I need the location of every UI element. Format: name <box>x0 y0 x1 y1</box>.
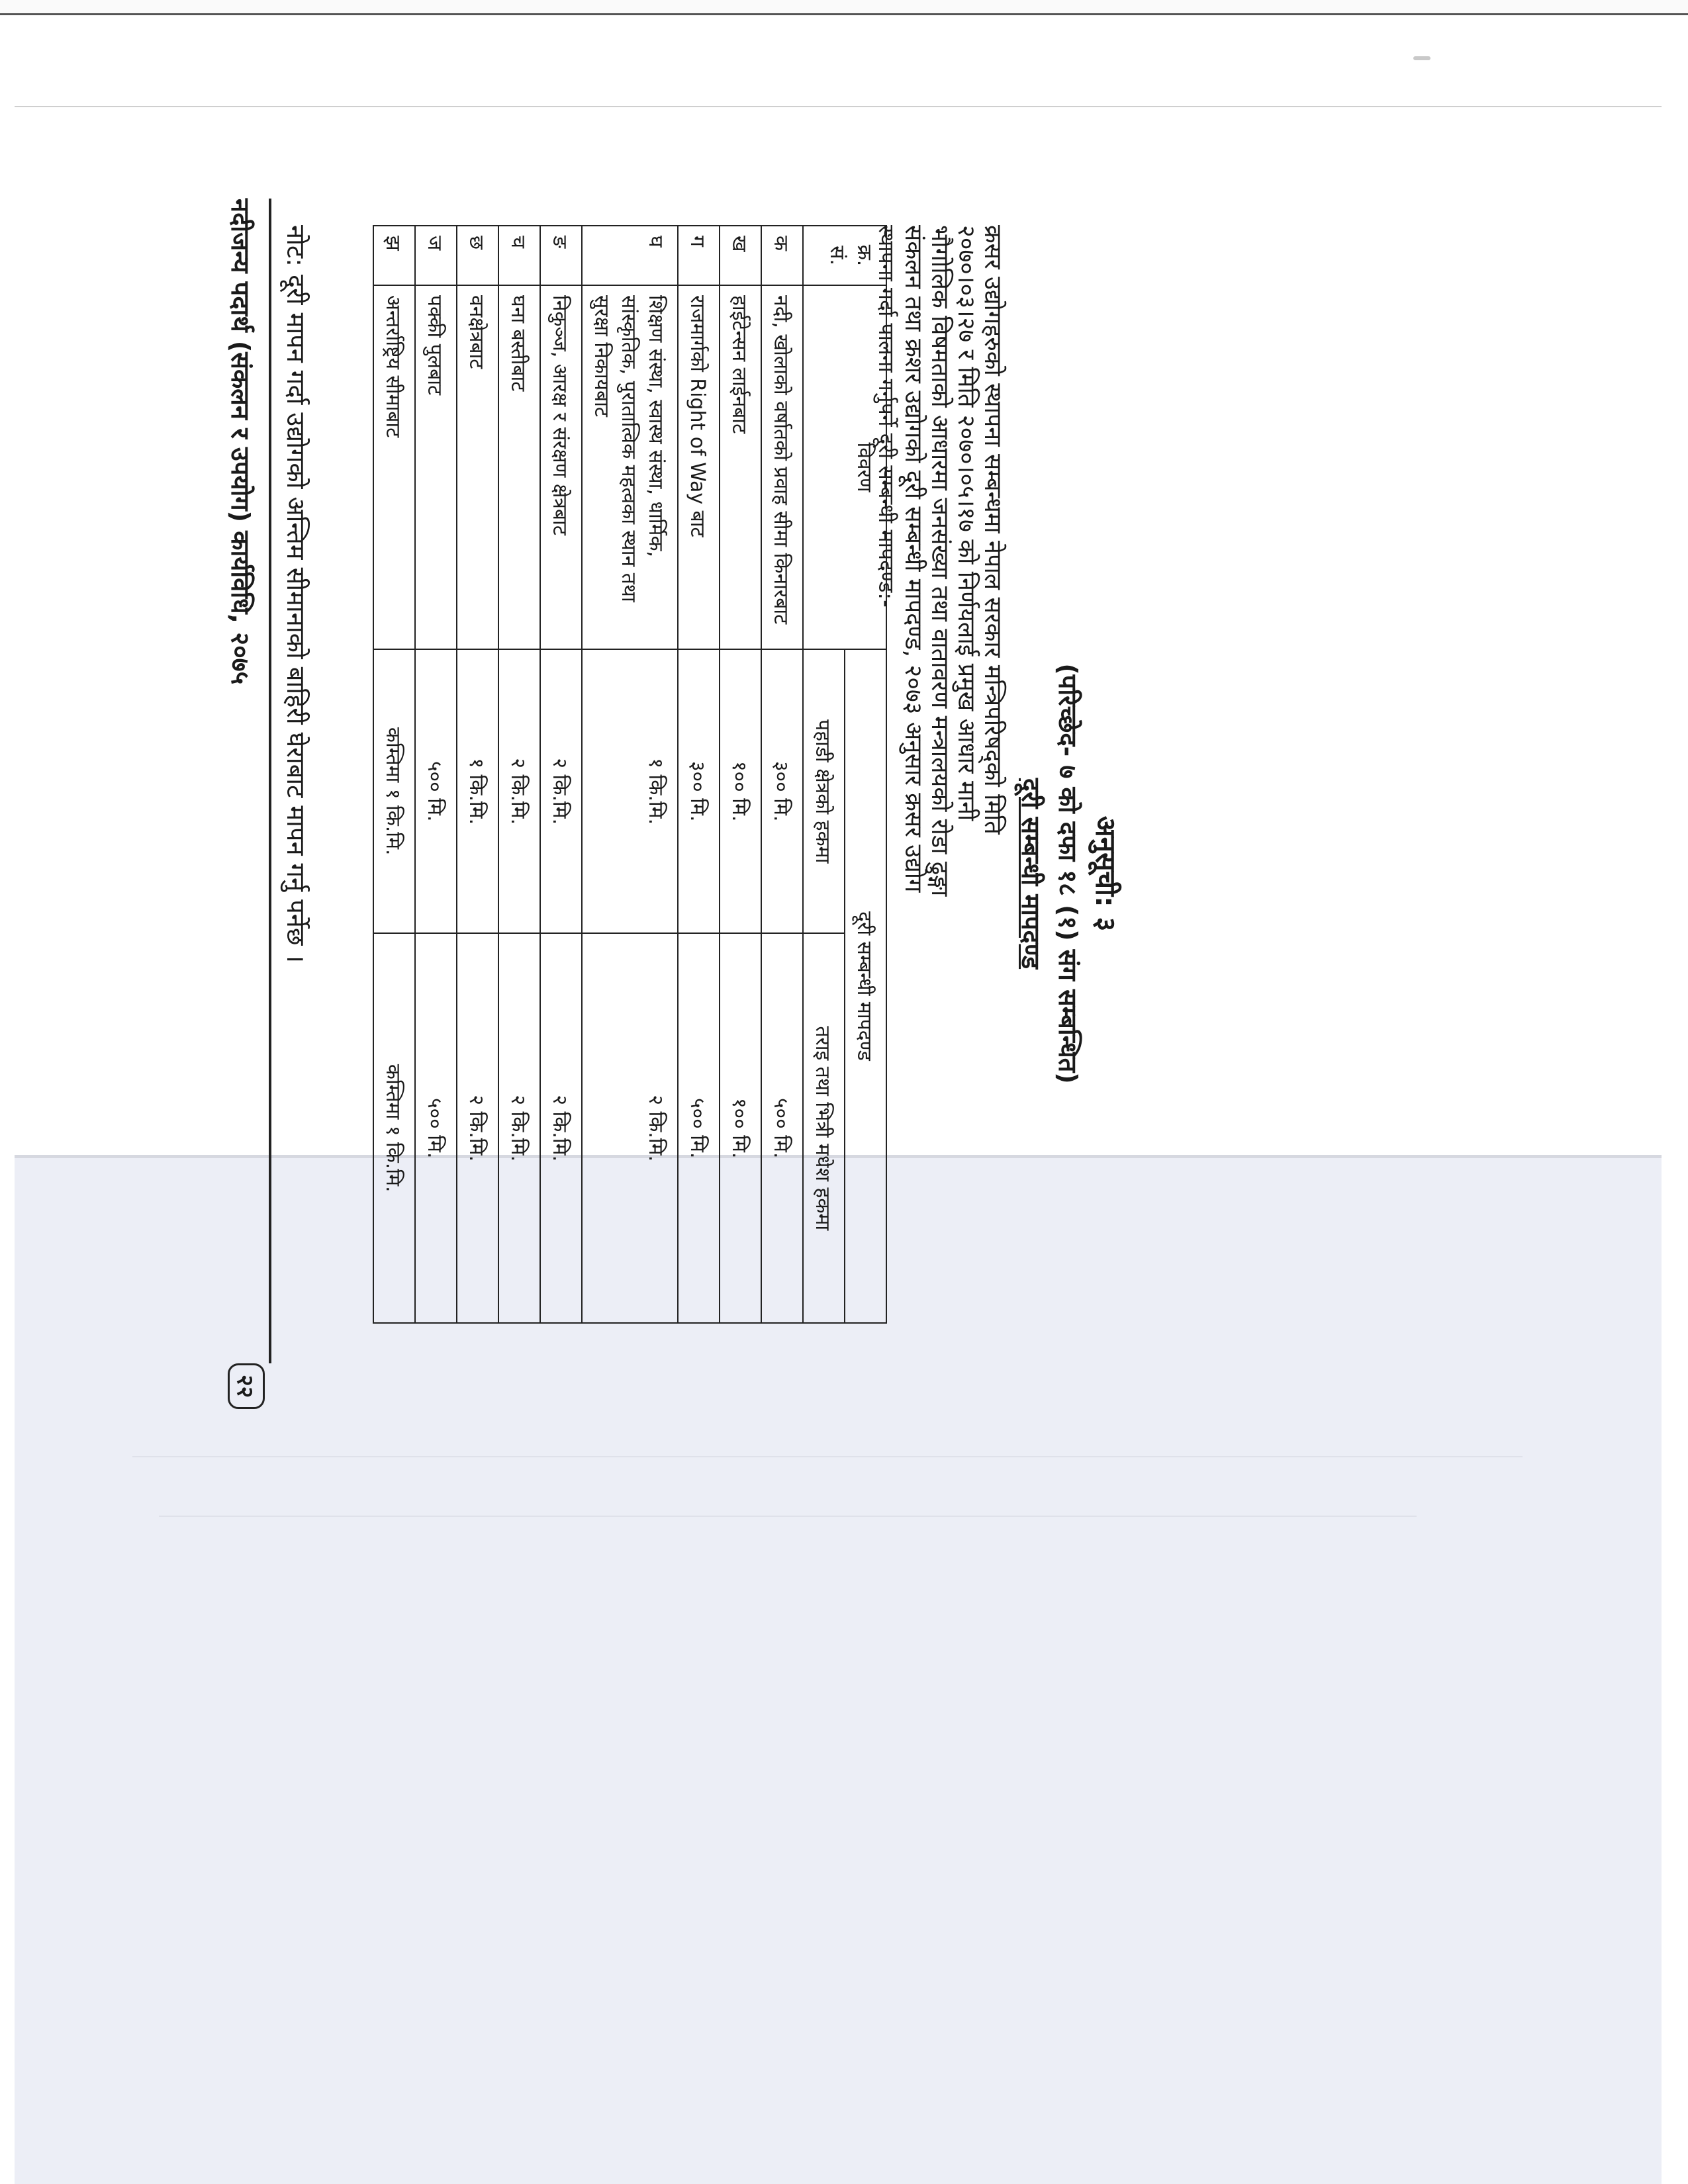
table-row <box>457 226 498 1323</box>
distance-note: नोट: दूरी मापन गर्दा उद्योगको अन्तिम सीमानाको बाहिरी घेराबाट मापन गर्नु पर्नेछ । <box>281 225 310 964</box>
footer-rule <box>269 199 271 1363</box>
row-description: घना बस्तीबाट <box>498 285 540 649</box>
row-serial: च <box>498 226 540 285</box>
row-hill-value: २ कि.मि. <box>498 649 540 933</box>
row-terai-value: २ कि.मि. <box>582 933 678 1323</box>
description-header: विवरण <box>803 285 886 649</box>
row-terai-value: कम्तिमा १ कि.मि. <box>373 933 415 1323</box>
row-hill-value: ५०० मि. <box>415 649 457 933</box>
row-terai-value: २ कि.मि. <box>457 933 498 1323</box>
row-serial: ङ <box>540 226 582 285</box>
row-terai-value: २ कि.मि. <box>498 933 540 1323</box>
row-hill-value: ३०० मि. <box>761 649 803 933</box>
row-serial: छ <box>457 226 498 285</box>
row-hill-value: कम्तिमा १ कि.मि. <box>373 649 415 933</box>
table-row <box>582 226 678 1323</box>
row-hill-value: ३०० मि. <box>678 649 720 933</box>
scan-mark <box>1413 56 1430 60</box>
row-serial: घ <box>582 226 678 285</box>
schedule-reference: (परिच्छेद- ७ को दफा १८ (१) संग सम्बन्धित) <box>1053 663 1082 1084</box>
row-description: हाईटेन्सन लाईनबाट <box>720 285 761 649</box>
serial-header <box>803 226 886 285</box>
table-row <box>415 226 457 1323</box>
serial-header-line: क्र. <box>853 244 876 267</box>
row-description: पक्की पुलबाट <box>415 285 457 649</box>
row-terai-value: ५०० मि. <box>678 933 720 1323</box>
row-description: राजमार्गको Right of Way बाट <box>678 285 720 649</box>
intro-line: क्रसर उद्योगहरुको स्थापना सम्बन्धमा नेपाल सरकार मन्त्रिपरिषद्को मिति <box>979 225 1006 835</box>
table-row <box>720 226 761 1323</box>
row-serial: झ <box>373 226 415 285</box>
rotated-document-content <box>0 119 1152 1398</box>
section-title: दूरी सम्बन्धी मापदण्ड <box>1016 778 1045 970</box>
row-terai-value: ५०० मि. <box>415 933 457 1323</box>
table-row <box>373 226 415 1323</box>
table-row <box>761 226 803 1323</box>
row-terai-value: ५०० मि. <box>761 933 803 1323</box>
row-serial: ख <box>720 226 761 285</box>
row-hill-value: १ कि.मि. <box>457 649 498 933</box>
intro-line: स्थापना गर्दा पालना गर्नुपर्ने दूरी सम्बन्धी मापदण्ड:- <box>874 225 899 608</box>
hill-header: पहाडी क्षेत्रको हकमा <box>803 649 845 933</box>
intro-line: भौगोलिक विषमताको आधारमा जनसंख्या तथा वातावरण मन्त्रालयको रोडा ढुङ्गा <box>926 225 953 897</box>
scan-top-strip <box>0 0 1688 13</box>
intro-line: संकलन तथा क्रशर उद्योगको दूरी सम्बन्धी मापदण्ड, २०७३ अनुसार क्रसर उद्योग <box>900 225 927 893</box>
serial-header-line: सं. <box>825 246 849 265</box>
row-description: निकुञ्ज, आरक्ष र संरक्षण क्षेत्रबाट <box>540 285 582 649</box>
row-hill-value: १ कि.मि. <box>582 649 678 933</box>
row-hill-value: २ कि.मि. <box>540 649 582 933</box>
schedule-title: अनुसूची: ३ <box>1090 815 1122 932</box>
row-description: वनक्षेत्रबाट <box>457 285 498 649</box>
row-terai-value: १०० मि. <box>720 933 761 1323</box>
table-row <box>540 226 582 1323</box>
row-terai-value: २ कि.मि. <box>540 933 582 1323</box>
distance-standards-table <box>373 225 887 1324</box>
row-serial: ज <box>415 226 457 285</box>
row-serial: ग <box>678 226 720 285</box>
row-hill-value: १०० मि. <box>720 649 761 933</box>
footer-title: नदीजन्य पदार्थ (संकलन र उपयोग) कार्यविधि, २०७५ <box>226 199 255 685</box>
row-description: शिक्षण संस्था, स्वास्थ संस्था, धार्मिक, सांस्कृतिक, पुरातात्विक महत्वका स्थान तथा सुरक्षा निकायबाट <box>582 285 678 649</box>
row-description: नदी, खोलाको वर्षातको प्रवाह सीमा किनारबाट <box>761 285 803 649</box>
row-description: अन्तर्राष्ट्रिय सीमाबाट <box>373 285 415 649</box>
table-row <box>498 226 540 1323</box>
page-number: २२ <box>228 1363 265 1409</box>
intro-line: २०७०।०३।२७ र मिति २०७०।०५।१७ को निर्णयलाई प्रमुख आधार मानी <box>953 225 980 821</box>
row-serial: क <box>761 226 803 285</box>
scan-edge-line <box>0 13 1688 15</box>
terai-header: तराइ तथा भित्री मधेश हकमा <box>803 933 845 1323</box>
table-header-row <box>845 226 886 1323</box>
standard-group-header: दूरी सम्बन्धी मापदण्ड <box>845 649 886 1323</box>
table-row <box>678 226 720 1323</box>
